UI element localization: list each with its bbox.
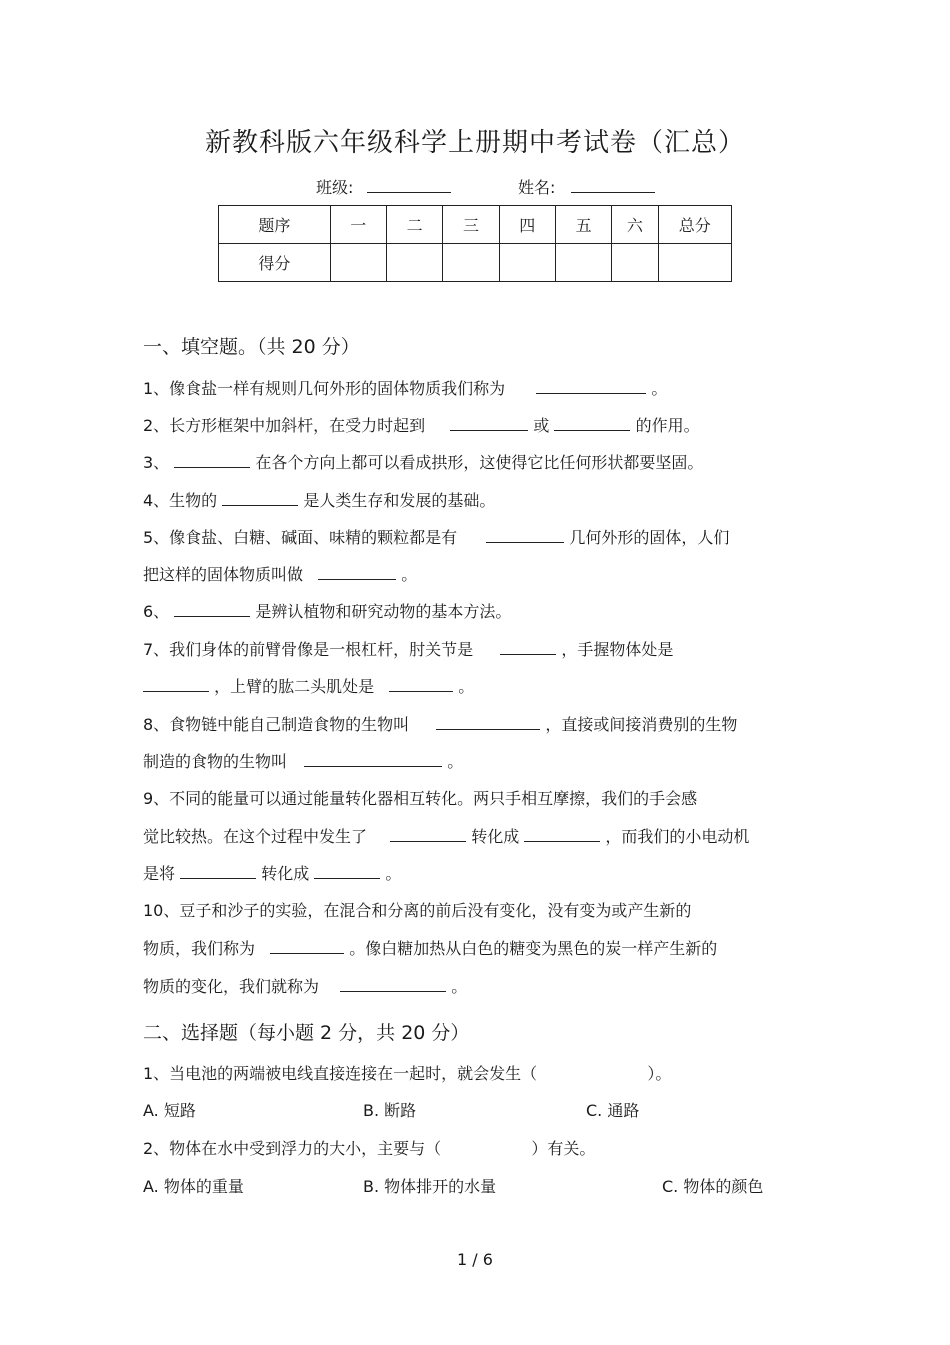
score-table-header-row	[219, 206, 732, 244]
option-b: B. 物体排开的水量	[363, 1177, 497, 1196]
class-field	[316, 175, 451, 198]
mc-question-1	[143, 1063, 671, 1085]
question-text: 觉比较热。在这个过程中发生了	[143, 827, 368, 846]
answer-blank	[340, 975, 446, 992]
table-cell: 三	[443, 206, 499, 244]
mc-question-2	[143, 1138, 595, 1160]
score-cell	[499, 244, 555, 282]
score-table-score-row	[219, 244, 732, 282]
question-text: 是辨认植物和研究动物的基本方法。	[255, 602, 512, 621]
name-field	[518, 175, 655, 198]
question-8-line-2	[143, 750, 463, 773]
question-text: 。	[385, 864, 402, 883]
question-text: 。	[451, 977, 468, 996]
question-5-line-2	[143, 563, 417, 586]
question-text: 。	[401, 565, 418, 584]
score-cell	[330, 244, 386, 282]
question-3	[143, 451, 703, 474]
question-text: 。像白糖加热从白色的糖变为黑色的炭一样产生新的	[349, 939, 718, 958]
question-text: 物质的变化，我们就称为	[143, 977, 320, 996]
table-cell: 六	[612, 206, 658, 244]
page-number: 1 / 6	[457, 1250, 493, 1269]
answer-blank	[389, 675, 453, 692]
question-text: 制造的食物的生物叫	[143, 752, 288, 771]
question-text: 。	[458, 677, 475, 696]
question-text: 。	[447, 752, 464, 771]
answer-blank	[180, 862, 256, 879]
mc-question-2-options	[143, 1176, 843, 1200]
table-cell: 一	[330, 206, 386, 244]
answer-blank	[390, 825, 466, 842]
question-text: 转化成	[261, 864, 310, 883]
answer-blank	[486, 526, 564, 543]
question-text: ）有关。	[531, 1139, 596, 1158]
section2-heading: 二、选择题（每小题 2 分，共 20 分）	[143, 1022, 470, 1044]
question-10-line-3	[143, 975, 467, 998]
question-9-line-3	[143, 862, 401, 885]
question-text: 4、生物的	[143, 491, 218, 510]
score-cell	[658, 244, 731, 282]
question-text: ，手握物体处是	[561, 640, 674, 659]
question-5-line-1	[143, 526, 729, 549]
question-text: 转化成	[471, 827, 520, 846]
table-cell: 得分	[219, 244, 331, 282]
answer-blank	[222, 489, 298, 506]
table-cell: 二	[386, 206, 442, 244]
question-2	[143, 414, 700, 437]
score-cell	[612, 244, 658, 282]
option-b: B. 断路	[363, 1101, 417, 1120]
answer-blank	[143, 675, 209, 692]
question-8-line-1	[143, 713, 737, 736]
question-text: 是人类生存和发展的基础。	[303, 491, 496, 510]
question-text: 的作用。	[635, 416, 700, 435]
class-label: 班级:	[316, 178, 354, 197]
question-text: 7、我们身体的前臂骨像是一根杠杆，肘关节是	[143, 640, 474, 659]
question-text: 在各个方向上都可以看成拱形，这使得它比任何形状都要坚固。	[255, 453, 704, 472]
answer-blank	[270, 937, 344, 954]
question-text: 是将	[143, 864, 176, 883]
answer-blank	[314, 862, 380, 879]
section1-heading: 一、填空题。（共 20 分）	[143, 336, 360, 358]
option-c: C. 通路	[586, 1101, 640, 1120]
answer-blank	[524, 825, 600, 842]
score-cell	[555, 244, 611, 282]
question-text: 2、长方形框架中加斜杆，在受力时起到	[143, 416, 426, 435]
question-9-line-2	[143, 825, 749, 848]
question-text: ，而我们的小电动机	[605, 827, 750, 846]
question-text: ，直接或间接消费别的生物	[545, 715, 738, 734]
question-text: 8、食物链中能自己制造食物的生物叫	[143, 715, 410, 734]
mc-question-1-options	[143, 1100, 843, 1124]
student-info-row	[0, 175, 950, 199]
answer-blank	[174, 600, 250, 617]
question-text: 2、物体在水中受到浮力的大小，主要与（	[143, 1139, 442, 1158]
score-cell	[443, 244, 499, 282]
question-text: 3、	[143, 453, 170, 472]
question-10-line-2	[143, 937, 717, 960]
table-cell: 五	[555, 206, 611, 244]
answer-blank	[536, 377, 646, 394]
question-text: 。	[651, 379, 668, 398]
option-a: A. 物体的重量	[143, 1177, 244, 1196]
answer-blank	[554, 414, 630, 431]
question-text: ）。	[647, 1064, 672, 1083]
answer-blank	[450, 414, 528, 431]
option-c: C. 物体的颜色	[662, 1177, 764, 1196]
name-label: 姓名:	[518, 178, 556, 197]
document-title: 新教科版六年级科学上册期中考试卷（汇总）	[204, 128, 745, 158]
class-blank	[367, 178, 451, 193]
answer-blank	[304, 750, 442, 767]
question-text: 几何外形的固体，人们	[569, 528, 730, 547]
question-text: 1、像食盐一样有规则几何外形的固体物质我们称为	[143, 379, 506, 398]
table-cell: 四	[499, 206, 555, 244]
answer-blank	[436, 713, 540, 730]
question-4	[143, 489, 495, 512]
question-9-line-1: 9、不同的能量可以通过能量转化器相互转化。两只手相互摩擦，我们的手会感	[143, 789, 698, 808]
question-7-line-2	[143, 675, 474, 698]
question-text: ，上臂的肱二头肌处是	[214, 677, 375, 696]
answer-blank	[174, 451, 250, 468]
question-text: 6、	[143, 602, 170, 621]
score-cell	[386, 244, 442, 282]
answer-blank	[318, 563, 396, 580]
question-text: 把这样的固体物质叫做	[143, 565, 304, 584]
question-text: 物质，我们称为	[143, 939, 256, 958]
option-a: A. 短路	[143, 1101, 196, 1120]
name-blank	[571, 178, 655, 193]
question-10-line-1: 10、豆子和沙子的实验，在混合和分离的前后没有变化，没有变为或产生新的	[143, 901, 692, 920]
question-7-line-1	[143, 638, 673, 661]
question-1	[143, 377, 667, 400]
question-6	[143, 600, 511, 623]
question-text: 或	[533, 416, 550, 435]
question-text: 5、像食盐、白糖、碱面、味精的颗粒都是有	[143, 528, 458, 547]
table-cell: 总分	[658, 206, 731, 244]
answer-blank	[500, 638, 556, 655]
score-table	[218, 205, 732, 282]
question-text: 1、当电池的两端被电线直接连接在一起时，就会发生（	[143, 1064, 538, 1083]
table-cell: 题序	[219, 206, 331, 244]
